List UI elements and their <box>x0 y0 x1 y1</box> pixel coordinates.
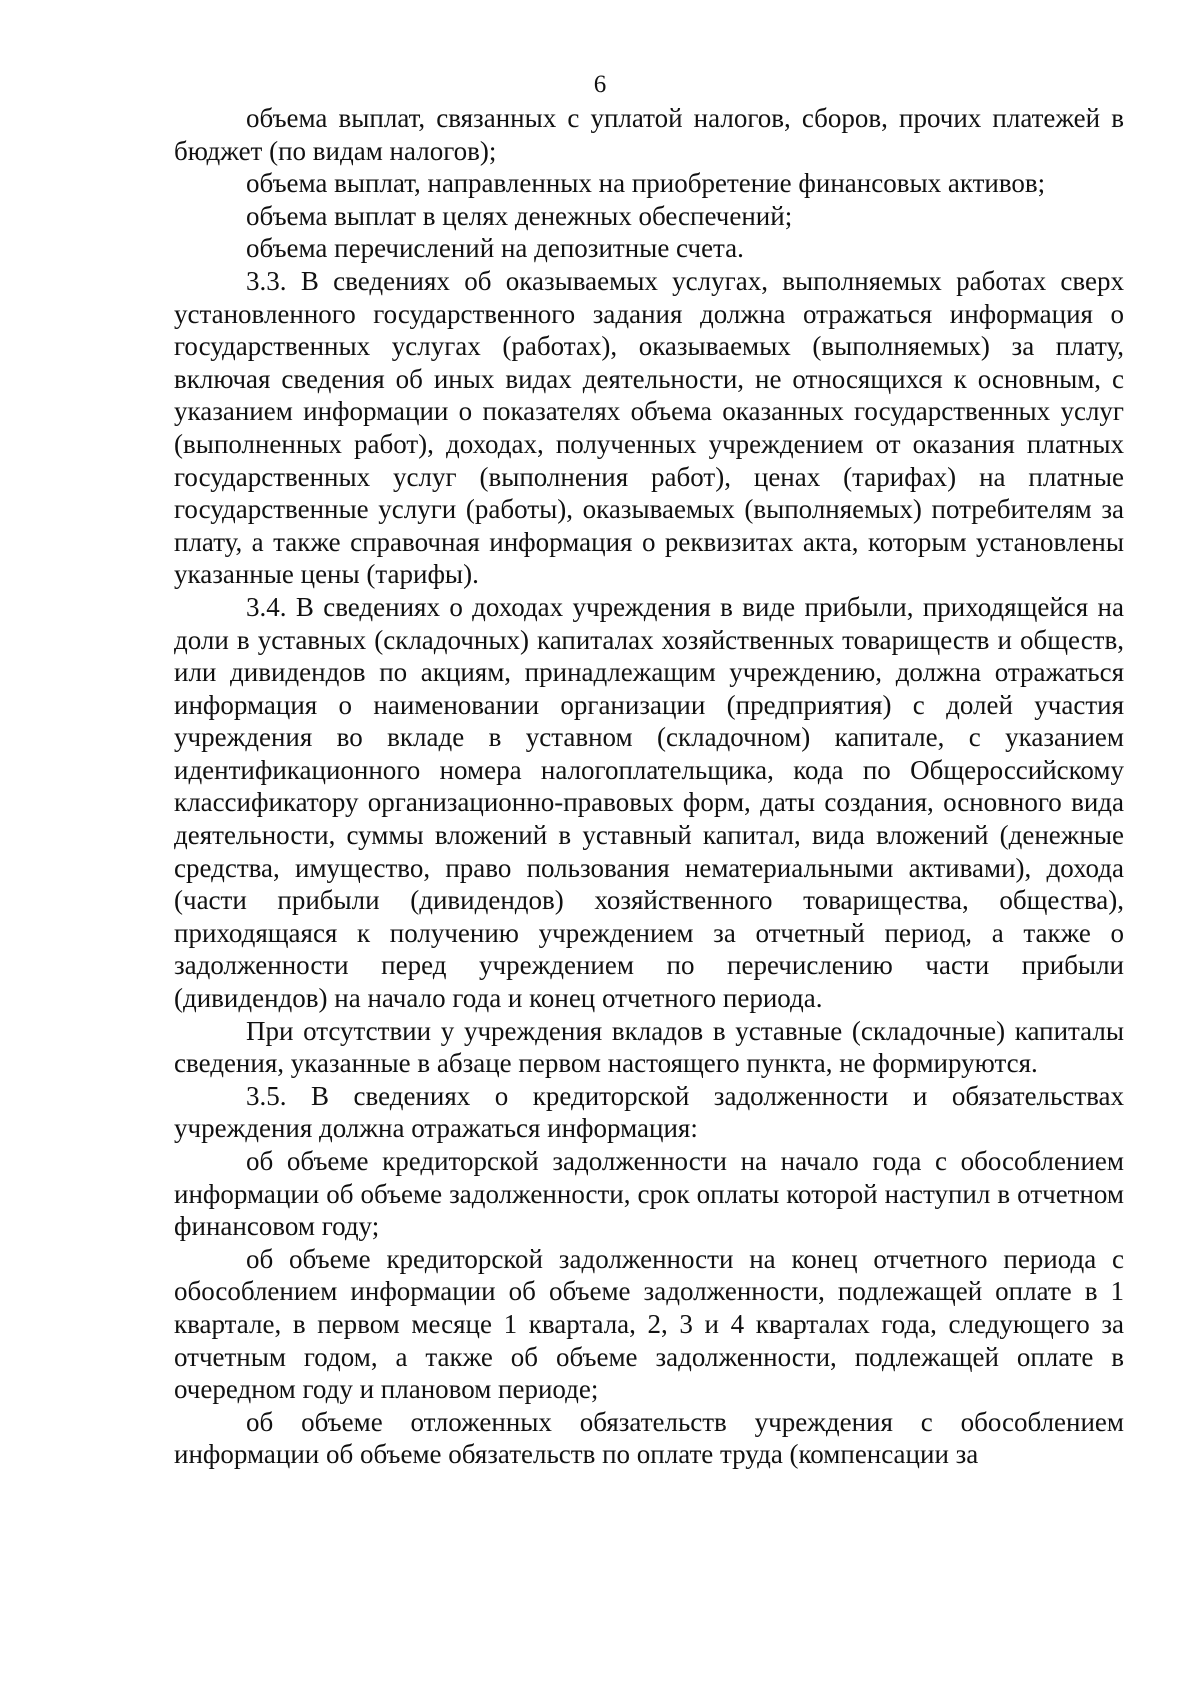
paragraph-financial-assets: объема выплат, направленных на приобретение финансовых активов; <box>246 168 1046 199</box>
document-body <box>174 102 1124 1471</box>
paragraph-deferred-obligations: об объеме отложенных обязательств учреждения с обособлением информации об объеме обязательств по оплате труда (компенсации за <box>174 1406 1124 1470</box>
paragraph-debt-start-of-year: об объеме кредиторской задолженности на начало года с обособлением информации об объеме задолженности, срок оплаты которой наступил в отчетном финансовом году; <box>174 1146 1124 1242</box>
paragraph-section-3-3: 3.3. В сведениях об оказываемых услугах, выполняемых работах сверх установленного государственного задания должна отражаться информация о государственных услугах (работах), оказываемых (выполняемых) за плату, включая сведения об иных видах деятельности, не относящихся к основным, с указанием информации о показателях объема оказанных государственных услуг (выполненных работ), доходах, полученных учреждением от оказания платных государственных услуг (выполнения работ), ценах (тарифах) на платные государственные услуги (работы), оказываемых (выполняемых) потребителям за плату, а также справочная информация о реквизитах акта, которым установлены указанные цены (тарифы). <box>174 265 1124 590</box>
paragraph-monetary-provisions: объема выплат в целях денежных обеспечений; <box>246 200 793 231</box>
paragraph-taxes-payments: объема выплат, связанных с уплатой налогов, сборов, прочих платежей в бюджет (по видам налогов); <box>174 103 1124 166</box>
paragraph-deposit-transfers: объема перечислений на депозитные счета. <box>246 233 744 264</box>
paragraph-no-contributions: При отсутствии у учреждения вкладов в уставные (складочные) капиталы сведения, указанные в абзаце первом настоящего пункта, не формируются. <box>174 1015 1124 1079</box>
paragraph-section-3-4: 3.4. В сведениях о доходах учреждения в виде прибыли, приходящейся на доли в уставных (складочных) капиталах хозяйственных товариществ и обществ, или дивидендов по акциям, принадлежащим учреждению, должна отражаться информация о наименовании организации (предприятия) с долей участия учреждения во вкладе в уставном (складочном) капитале, с указанием идентификационного номера налогоплательщика, кода по Общероссийскому классификатору организационно-правовых форм, даты создания, основного вида деятельности, суммы вложений в уставный капитал, вида вложений (денежные средства, имущество, право пользования нематериальными активами), дохода (части прибыли (дивидендов) хозяйственного товарищества, общества), приходящаяся к получению учреждением за отчетный период, а также о задолженности перед учреждением по перечислению части прибыли (дивидендов) на начало года и конец отчетного периода. <box>174 591 1124 1014</box>
paragraph-debt-end-of-period: об объеме кредиторской задолженности на конец отчетного периода с обособлением информации об объеме задолженности, подлежащей оплате в 1 квартале, в первом месяце 1 квартала, 2, 3 и 4 кварталах года, следующего за отчетным годом, а также об объеме задолженности, подлежащей оплате в очередном году и плановом периоде; <box>174 1243 1124 1405</box>
page-number: 6 <box>593 71 607 98</box>
paragraph-section-3-5: 3.5. В сведениях о кредиторской задолженности и обязательствах учреждения должна отражаться информация: <box>174 1080 1124 1144</box>
